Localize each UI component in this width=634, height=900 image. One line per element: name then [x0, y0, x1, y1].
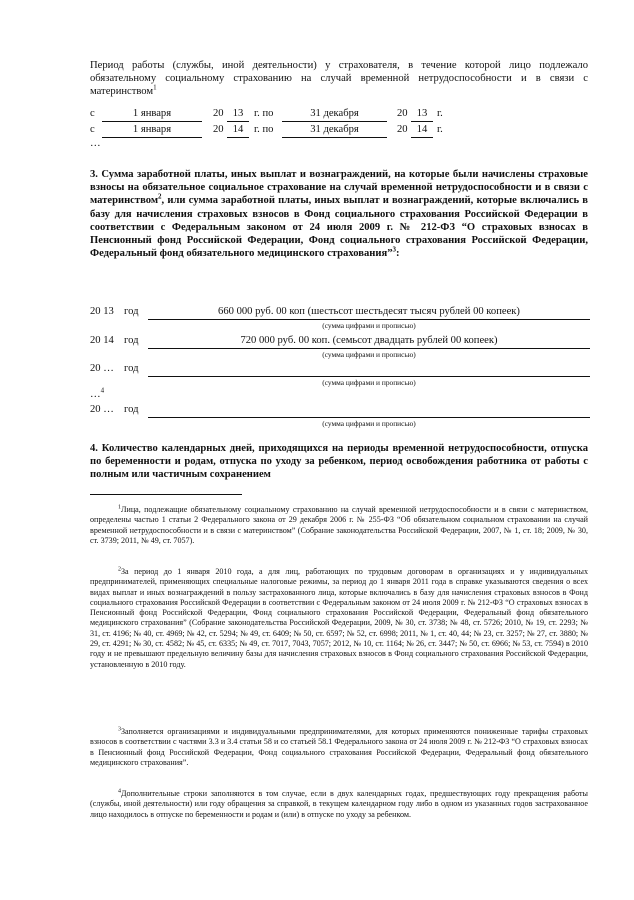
- footnote-1: [90, 505, 588, 546]
- section-3-paragraph: [90, 168, 588, 260]
- amount-god: год: [124, 335, 139, 346]
- footnote-separator: [90, 494, 242, 495]
- period-day-to: 31 декабря: [310, 108, 359, 119]
- period-day-to: 31 декабря: [310, 124, 359, 135]
- amount-line: [148, 348, 590, 349]
- amount-year: 20 …: [90, 363, 114, 374]
- footnote-text: Заполняется организациями и индивидуальными предпринимателями, для которых применяются пониженные тарифы страховых взносов в соответствии с частями 3.3 и 3.4 статьи 58 и со статьей 58.1 Федерального закона от 24 июля 2009 г. № 212-ФЗ “О страховых взносах в Пенсионный фонд Российской Федерации, Фонд социального страхования Российской Федерации, Федеральный фонд обязательного медицинского страхования”.: [90, 727, 588, 767]
- footnote-ref-2: 2: [158, 192, 162, 201]
- amount-god: год: [124, 404, 139, 415]
- section-3-text-b: , или сумма заработной платы, иных выплат и вознаграждений, которые включались в базу для начисления страховых взносов в Фонд социального страхования Российской Федерации в соответствии с Федеральным законом от 24 июля 2009 г. № 212-ФЗ “О страховых взносах в Пенсионный фонд Российской Федерации, Фонд социального страхования Российской Федерации, Федеральный фонд обязательного медицинского страхования”: [90, 195, 588, 260]
- period-year-prefix: 20: [213, 108, 224, 119]
- period-g-end: г.: [437, 108, 443, 119]
- period-year-prefix-2: 20: [397, 108, 408, 119]
- amount-year: 20 14: [90, 335, 114, 346]
- period-ellipsis: …: [90, 138, 101, 149]
- period-year-to: 13: [416, 108, 428, 119]
- footnote-text: Дополнительные строки заполняются в том случае, если в двух календарных годах, предшествующих году прекращения работы (службы, иной деятельности) или году обращения за справкой, в текущем календарном году либо в одном из указанных годов застрахованное лицо находилось в отпуске по беременности и родам и (или) в отпуске по уходу за ребенком.: [90, 789, 588, 819]
- section-4-text: 4. Количество календарных дней, приходящихся на периоды временной нетрудоспособности, отпуска по беременности и родам, отпуска по уходу за ребенком, период освобождения работника от работы с полным или частичным сохранением: [90, 443, 588, 481]
- footnote-ref-1: 1: [153, 83, 157, 92]
- footnote-number: 3: [118, 726, 121, 733]
- period-year-prefix: 20: [213, 124, 224, 135]
- footnote-ref-4: 4: [100, 386, 105, 395]
- amount-line: [148, 319, 590, 320]
- section-3-colon: :: [396, 248, 400, 260]
- period-day-to-line: [282, 137, 387, 138]
- period-year-from: 13: [232, 108, 244, 119]
- amount-value: 720 000 руб. 00 коп. (семьсот двадцать рублей 00 копеек): [240, 335, 498, 346]
- amount-year: 20 13: [90, 306, 114, 317]
- period-year-from-line: [227, 121, 249, 122]
- period-year-from: 14: [232, 124, 244, 135]
- footnote-number: 1: [118, 504, 121, 511]
- footnote-number: 2: [118, 566, 121, 573]
- period-g-end: г.: [437, 124, 443, 135]
- period-year-from-line: [227, 137, 249, 138]
- footnote-2: [90, 567, 588, 670]
- period-day-to-line: [282, 121, 387, 122]
- footnote-number: 4: [118, 788, 121, 795]
- period-g-po: г. по: [254, 124, 274, 135]
- amount-ellipsis: [90, 386, 105, 400]
- footnote-text: За период до 1 января 2010 года, а для лиц, работающих по трудовым договорам в организациях и у индивидуальных предпринимателей, применяющих специальные налоговые режимы, за период до 1 января 2011 года в справке указываются сведения о всех видах выплат и иных вознаграждений в пользу застрахованного лица, которые включались в базу для начисления страховых взносов в Фонд социального страхования Российской Федерации в соответствии с Федеральным законом от 24 июля 2009 г. № 212-ФЗ “О страховых взносах в Пенсионный фонд Российской Федерации, Фонд социального страхования Российской Федерации, Федеральный фонд обязательного медицинского страхования” (Собрание законодательства Российской Федерации, 2009, № 30, ст. 3738; № 48, ст. 5726; 2010, № 19, ст. 2293; № 31, ст. 4196; № 40, ст. 4969; № 42, ст. 5294; № 49, ст. 6409; № 50, ст. 6597; № 52, ст. 6998; 2011, № 1, ст. 40, 44; № 23, ст. 3257; № 27, ст. 3880; № 29, ст. 4291; № 30, ст. 4582; № 45, ст. 6335; № 49, ст. 7017, 7043, 7057; 2012, № 10, ст. 1164; № 26, ст. 3447; № 50, ст. 6966; № 53, ст. 7594) в 2010 году и не превышают предельную величину базы для начисления страховых взносов в Фонд социального страхования Российской Федерации, установленную в 2010 году.: [90, 567, 588, 669]
- period-year-to: 14: [416, 124, 428, 135]
- amount-caption: (сумма цифрами и прописью): [322, 350, 416, 359]
- amount-year: 20 …: [90, 404, 114, 415]
- period-paragraph: [90, 59, 588, 99]
- amount-caption: (сумма цифрами и прописью): [322, 419, 416, 428]
- amount-caption: (сумма цифрами и прописью): [322, 321, 416, 330]
- period-year-prefix-2: 20: [397, 124, 408, 135]
- footnote-3: [90, 727, 588, 768]
- amount-line: [148, 376, 590, 377]
- amount-line: [148, 417, 590, 418]
- footnote-ref-3: 3: [392, 245, 397, 254]
- period-paragraph-text: Период работы (службы, иной деятельности) у страхователя, в течение которой лицо подлежало обязательному социальному страхованию на случай временной нетрудоспособности и в связи с материнством: [90, 60, 588, 98]
- period-day-from: 1 января: [132, 124, 172, 135]
- amount-value: 660 000 руб. 00 коп (шестьсот шестьдесят тысяч рублей 00 копеек): [218, 306, 520, 317]
- footnote-text: Лица, подлежащие обязательному социальному страхованию на случай временной нетрудоспособности и в связи с материнством, определены частью 1 статьи 2 Федерального закона от 29 декабря 2006 г. № 255-ФЗ “Об обязательном социальном страховании на случай временной нетрудоспособности и в связи с материнством” (Собрание законодательства Российской Федерации, 2007, № 1, ст. 18; 2009, № 30, ст. 3739; 2011, № 49, ст. 7057).: [90, 505, 588, 545]
- period-day-from-line: [102, 121, 202, 122]
- period-day-from-line: [102, 137, 202, 138]
- amount-god: год: [124, 363, 139, 374]
- amount-god: год: [124, 306, 139, 317]
- period-from-label: с: [90, 124, 95, 135]
- footnote-4: [90, 789, 588, 820]
- section-3-text-a: 3. Сумма заработной платы, иных выплат и вознаграждений, на которые были начислены страховые взносы на обязательное социальное страхование на случай временной нетрудоспособности и в связи с материнством: [90, 169, 588, 207]
- period-year-to-line: [411, 121, 433, 122]
- amount-ellipsis-text: …: [90, 389, 101, 400]
- period-from-label: с: [90, 108, 95, 119]
- period-year-to-line: [411, 137, 433, 138]
- period-day-from: 1 января: [132, 108, 172, 119]
- section-4-paragraph: [90, 442, 588, 482]
- amount-caption: (сумма цифрами и прописью): [322, 378, 416, 387]
- period-g-po: г. по: [254, 108, 274, 119]
